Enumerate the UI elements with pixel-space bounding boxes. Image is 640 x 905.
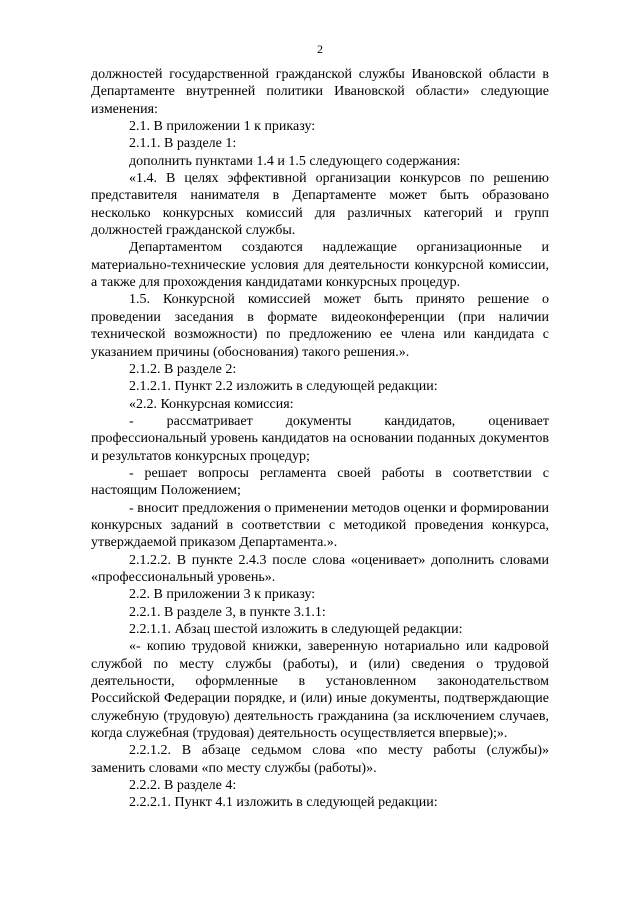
paragraph: 2.1.2.1. Пункт 2.2 изложить в следующей редакции:	[129, 379, 438, 395]
paragraph: 2.1. В приложении 1 к приказу:	[129, 119, 316, 135]
paragraph: 2.1.2. В разделе 2:	[129, 361, 237, 377]
paragraph: «- копию трудовой книжки, заверенную нотариально или кадровой службой по месту службы (работы), и (или) сведения о трудовой деятельности, оформленные в установленном законодательством Российской Федерации порядке, и (или) иные документы, подтверждающие служебную (трудовую) деятельность гражданина (за исключением случаев, когда служебная (трудовая) деятельность осуществляется впервые);».	[91, 639, 549, 742]
paragraph: 2.2.2. В разделе 4:	[129, 778, 237, 794]
paragraph: Департаментом создаются надлежащие организационные и материально-технические условия для деятельности конкурсной комиссии, а также для прохождения кандидатами конкурсных процедур.	[91, 240, 549, 291]
paragraph: должностей государственной гражданской службы Ивановской области в Департаменте внутренней политики Ивановской области» следующие изменения:	[91, 67, 549, 117]
paragraph: 2.2. В приложении 3 к приказу:	[129, 587, 316, 603]
paragraph: - рассматривает документы кандидатов, оценивает профессиональный уровень кандидатов на основании поданных документов и результатов конкурсных процедур;	[91, 413, 549, 464]
paragraph: 2.1.2.2. В пункте 2.4.3 после слова «оценивает» дополнить словами «профессиональный уровень».	[91, 552, 549, 585]
paragraph: 2.2.1.2. В абзаце седьмом слова «по месту работы (службы)» заменить словами «по месту службы (работы)».	[91, 743, 549, 776]
page-number: 2	[317, 42, 323, 56]
paragraph: 2.2.1. В разделе 3, в пункте 3.1.1:	[129, 604, 326, 620]
paragraph: 1.5. Конкурсной комиссией может быть принято решение о проведении заседания в формате видеоконференции (при наличии технической возможности) по предложению ее члена или кандидата с указанием причины (обоснования) такого решения.».	[91, 292, 549, 360]
paragraph: 2.2.2.1. Пункт 4.1 изложить в следующей редакции:	[129, 795, 438, 811]
paragraph: «2.2. Конкурсная комиссия:	[129, 396, 294, 412]
paragraph: дополнить пунктами 1.4 и 1.5 следующего содержания:	[129, 153, 461, 169]
paragraph: - вносит предложения о применении методов оценки и формировании конкурсных заданий в соответствии с методикой проведения конкурса, утверждаемой приказом Департамента.».	[91, 500, 549, 551]
paragraph: 2.2.1.1. Абзац шестой изложить в следующей редакции:	[129, 622, 463, 637]
paragraph: 2.1.1. В разделе 1:	[129, 136, 237, 152]
paragraph: - решает вопросы регламента своей работы в соответствии с настоящим Положением;	[91, 465, 549, 499]
paragraph: «1.4. В целях эффективной организации конкурсов по решению представителя нанимателя в Департаменте может быть образовано несколько конкурсных комиссий для различных категорий и групп должностей гражданской службы.	[91, 171, 549, 239]
document-body	[91, 66, 549, 812]
